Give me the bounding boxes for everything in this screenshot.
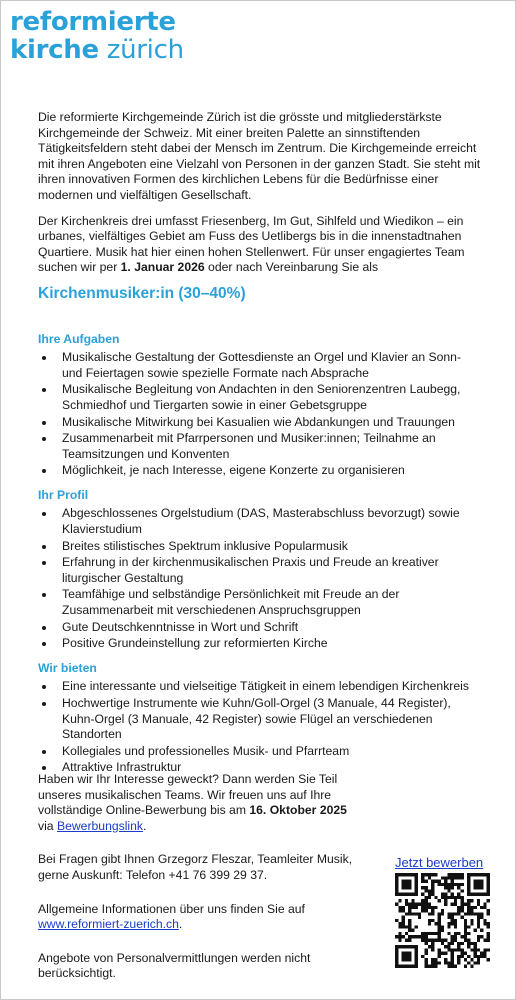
cta-block [395,855,495,968]
list-item: • Gute Deutschkenntnisse in Wort und Schrift [56,620,484,636]
info-end: . [178,917,183,932]
list-profil [38,506,484,651]
application-link[interactable]: Bewerbungslink [56,818,144,833]
logo-line-2-bold: kirche [10,35,99,65]
list-item: • Abgeschlossenes Orgelstudium (DAS, Masterabschluss bevorzugt) sowie Klavierstudium [56,506,484,537]
list-item: • Attraktive Infrastruktur [56,760,484,776]
list-bieten [38,679,484,776]
list-item: • Zusammenarbeit mit Pfarrpersonen und Musiker:innen; Teilnahme an Teamsitzungen und Konventen [56,431,484,462]
apply-via-text: via [38,818,57,833]
list-aufgaben [38,350,484,479]
logo [10,8,184,64]
info-paragraph [38,902,368,933]
list-item: • Musikalische Gestaltung der Gottesdienste an Orgel und Klavier an Sonn- und Feiertagen sowie spezielle Formate nach Absprache [56,350,484,381]
website-link[interactable]: www.reformiert-zuerich.ch [38,917,179,932]
list-item: • Kollegiales und professionelles Musik- und Pfarrteam [56,744,484,760]
closing-text [38,772,368,1000]
list-item: • Eine interessante und vielseitige Tätigkeit in einem lebendigen Kirchenkreis [56,679,484,695]
section-heading-aufgaben: Ihre Aufgaben [38,331,120,346]
logo-line-2 [10,35,184,65]
apply-end: . [143,818,147,833]
main-content [38,110,484,785]
apply-deadline: 16. Oktober 2025 [249,803,347,818]
apply-paragraph [38,772,368,834]
logo-line-2-normal: zürich [98,35,184,65]
apply-text: Haben wir Ihr Interesse geweckt? Dann werden Sie Teil unseres musikalischen Teams. Wir freuen uns auf Ihre vollständige Online-Bewerbung bis am [38,772,338,818]
list-item: • Musikalische Mitwirkung bei Kasualien wie Abdankungen und Trauungen [56,415,484,431]
section-heading-profil: Ihr Profil [38,487,89,502]
apply-now-link[interactable]: Jetzt bewerben [395,855,484,870]
contact-paragraph: Bei Fragen gibt Ihnen Grzegorz Fleszar, Teamleiter Musik, gerne Auskunft: Telefon +41 76 399 29 37. [38,852,353,882]
list-item: • Hochwertige Instrumente wie Kuhn/Goll-Orgel (3 Manuale, 44 Register), Kuhn-Orgel (3 Manuale, 42 Register) sowie Flügel an verschiedenen Standorten [56,696,484,743]
section-heading-bieten: Wir bieten [38,660,97,675]
intro2-text-after: oder nach Vereinbarung Sie als [204,260,379,275]
start-date: 1. Januar 2026 [120,260,205,275]
logo-line-1: reformierte [10,7,176,37]
info-text: Allgemeine Informationen über uns finden Sie auf [38,901,305,916]
qr-code-icon[interactable] [395,873,490,968]
agencies-notice: Angebote von Personalvermittlungen werden nicht berücksichtigt. [38,950,311,981]
intro-paragraph-2 [38,214,484,276]
list-item: • Musikalische Begleitung von Andachten in den Seniorenzentren Laubegg, Schmiedhof und Tiergarten sowie in einer Gebetsgruppe [56,382,484,413]
intro2-text: Der Kirchenkreis drei umfasst Friesenberg, Im Gut, Sihlfeld und Wiedikon – ein urbanes, vielfältiges Gebiet am Fuss des Uetlibergs bis in die innenstadtnahen Quartiere. Musik hat hier einen hohen Stellenwert. Für unser engagiertes Team suchen wir per [38,213,465,275]
list-item: • Möglichkeit, je nach Interesse, eigene Konzerte zu organisieren [56,463,484,479]
intro-paragraph: Die reformierte Kirchgemeinde Zürich ist die grösste und mitgliederstärkste Kirchgemeinde der Schweiz. Mit einer breiten Palette an sinnstiftenden Tätigkeitsfeldern steht dabei der Mensch im Zentrum. Die Kirchgemeinde erreicht mit ihren Angeboten eine Vielzahl von Personen in der ganzen Stadt. Sie steht mit ihren innovativen Formen des kirchlichen Lebens für die Bedürfnisse einer modernen und vielfältigen Gesellschaft. [38,110,481,202]
list-item: • Positive Grundeinstellung zur reformierten Kirche [56,636,484,652]
list-item: • Erfahrung in der kirchenmusikalischen Praxis und Freude an kreativer liturgischer Gestaltung [56,555,484,586]
job-title: Kirchenmusiker:in (30–40%) [38,284,246,302]
list-item: • Teamfähige und selbständige Persönlichkeit mit Freude an der Zusammenarbeit mit verschiedenen Anspruchsgruppen [56,587,484,618]
list-item: • Breites stilistisches Spektrum inklusive Popularmusik [56,539,484,555]
